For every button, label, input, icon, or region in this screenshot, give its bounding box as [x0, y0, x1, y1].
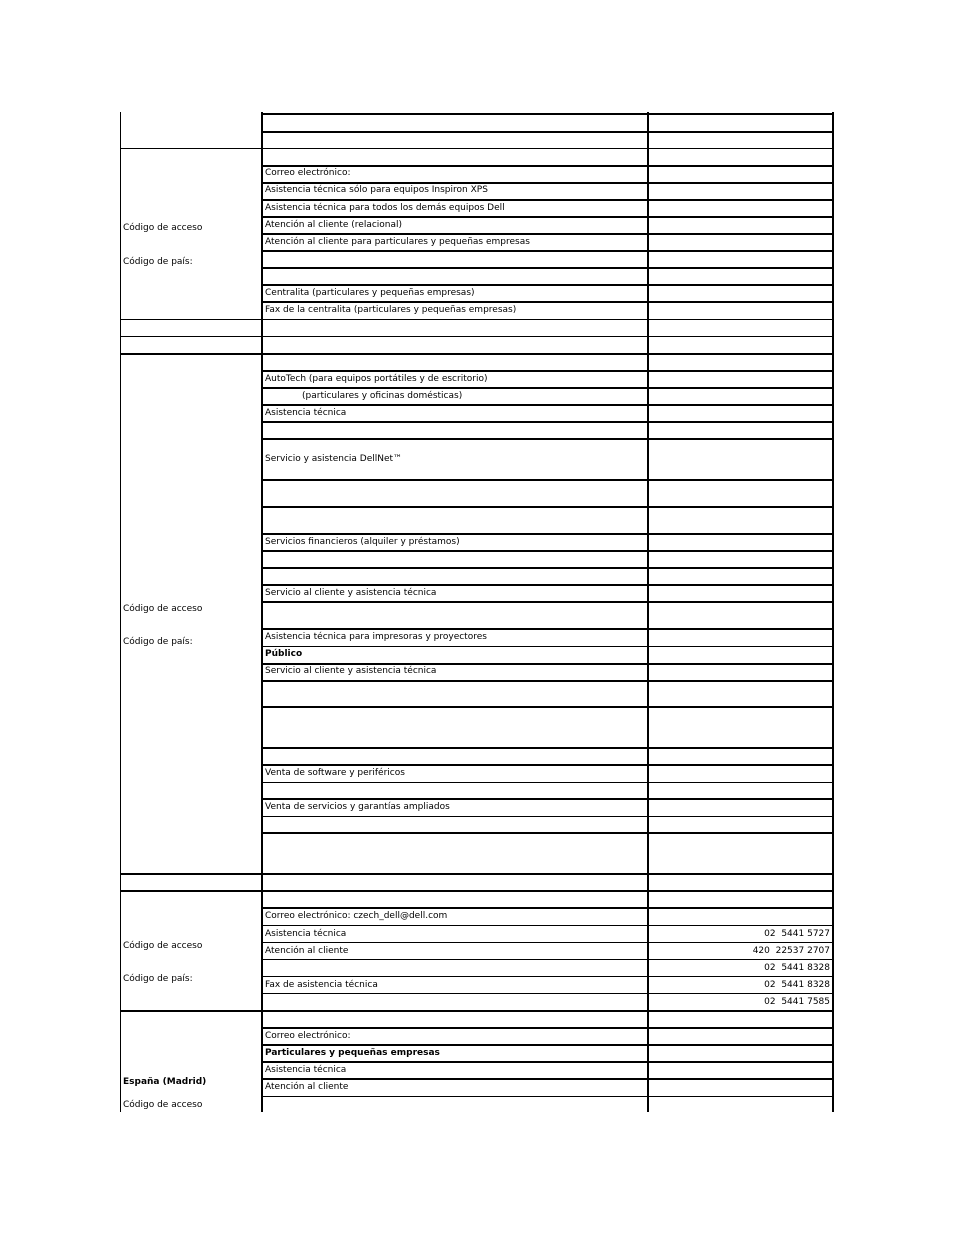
service-label: Venta de servicios y garantías ampliados — [265, 802, 450, 812]
row-divider — [120, 319, 834, 320]
row-divider — [262, 680, 834, 682]
service-label: Atención al cliente — [265, 946, 349, 956]
row-divider — [262, 663, 834, 665]
row-divider — [262, 747, 834, 749]
service-label: Asistencia técnica — [265, 1065, 347, 1075]
row-divider — [262, 832, 834, 834]
phone-number: 02 5441 7585 — [764, 997, 830, 1007]
left-label: Código de acceso — [123, 941, 203, 951]
left-label: Código de acceso — [123, 604, 203, 614]
row-divider — [262, 267, 834, 269]
row-divider — [120, 148, 834, 149]
service-label: Asistencia técnica — [265, 929, 347, 939]
row-divider — [262, 182, 834, 184]
row-divider — [262, 165, 834, 167]
table-border-right — [832, 112, 834, 1112]
row-divider — [262, 1061, 834, 1063]
phone-number: 420 22537 2707 — [752, 946, 830, 956]
row-divider — [262, 1096, 834, 1097]
service-label: AutoTech (para equipos portátiles y de escritorio) — [265, 374, 488, 384]
row-divider — [120, 353, 834, 355]
row-divider — [262, 233, 834, 235]
service-label: Asistencia técnica para impresoras y proyectores — [265, 632, 487, 642]
service-label: Atención al cliente para particulares y pequeñas empresas — [265, 237, 530, 247]
row-divider — [120, 336, 834, 337]
row-divider — [262, 438, 834, 440]
row-divider — [262, 782, 834, 783]
row-divider — [262, 601, 834, 603]
row-divider — [262, 628, 834, 630]
row-divider — [262, 370, 834, 372]
left-label: Código de país: — [123, 257, 193, 267]
row-divider — [262, 993, 834, 994]
row-divider — [262, 421, 834, 423]
table-border-left — [120, 112, 121, 1112]
service-label: Correo electrónico: — [265, 1031, 351, 1041]
service-label: Venta de software y periféricos — [265, 768, 405, 778]
row-divider — [262, 764, 834, 766]
phone-number: 02 5441 5727 — [764, 929, 830, 939]
service-label: Correo electrónico: czech_dell@dell.com — [265, 911, 448, 921]
service-label: Atención al cliente — [265, 1082, 349, 1092]
row-divider — [262, 479, 834, 481]
row-divider — [262, 250, 834, 252]
row-divider — [262, 404, 834, 406]
row-divider — [262, 584, 834, 586]
service-label: Centralita (particulares y pequeñas empresas) — [265, 288, 475, 298]
table-border-col2 — [647, 112, 649, 1112]
row-divider — [262, 706, 834, 708]
service-label: Fax de la centralita (particulares y pequeñas empresas) — [265, 305, 517, 315]
service-label: Asistencia técnica sólo para equipos Inspiron XPS — [265, 185, 488, 195]
service-label: (particulares y oficinas domésticas) — [302, 391, 463, 401]
row-divider — [262, 959, 834, 960]
phone-number: 02 5441 8328 — [764, 980, 830, 990]
service-label: Servicio al cliente y asistencia técnica — [265, 588, 437, 598]
row-divider — [262, 1044, 834, 1046]
country-name: España (Madrid) — [123, 1077, 207, 1087]
left-label: Código de acceso — [123, 1100, 203, 1110]
service-label: Asistencia técnica — [265, 408, 347, 418]
row-divider — [120, 1010, 834, 1012]
phone-number: 02 5441 8328 — [764, 963, 830, 973]
row-divider — [262, 199, 834, 201]
row-divider — [262, 907, 834, 909]
row-divider — [262, 798, 834, 800]
service-label: Servicios financieros (alquiler y préstamos) — [265, 537, 460, 547]
left-label: Código de país: — [123, 637, 193, 647]
service-label: Servicio al cliente y asistencia técnica — [265, 666, 437, 676]
row-divider — [262, 550, 834, 552]
row-divider — [262, 816, 834, 817]
service-label: Correo electrónico: — [265, 168, 351, 178]
row-divider — [262, 925, 834, 926]
row-divider — [262, 942, 834, 943]
service-label: Fax de asistencia técnica — [265, 980, 378, 990]
row-divider — [262, 216, 834, 218]
row-divider — [262, 301, 834, 303]
row-divider — [262, 284, 834, 286]
service-label: Atención al cliente (relacional) — [265, 220, 403, 230]
service-label: Servicio y asistencia DellNet™ — [265, 454, 403, 464]
row-divider — [262, 1027, 834, 1029]
left-label: Código de país: — [123, 974, 193, 984]
section-heading: Público — [265, 649, 303, 659]
row-divider — [262, 131, 834, 133]
row-divider — [262, 976, 834, 977]
service-label: Asistencia técnica para todos los demás equipos Dell — [265, 203, 505, 213]
row-divider — [262, 113, 834, 115]
section-heading: Particulares y pequeñas empresas — [265, 1048, 440, 1058]
row-divider — [262, 1078, 834, 1080]
left-label: Código de acceso — [123, 223, 203, 233]
table-border-col1 — [261, 112, 263, 1112]
row-divider — [120, 890, 834, 892]
row-divider — [120, 873, 834, 875]
row-divider — [262, 533, 834, 535]
